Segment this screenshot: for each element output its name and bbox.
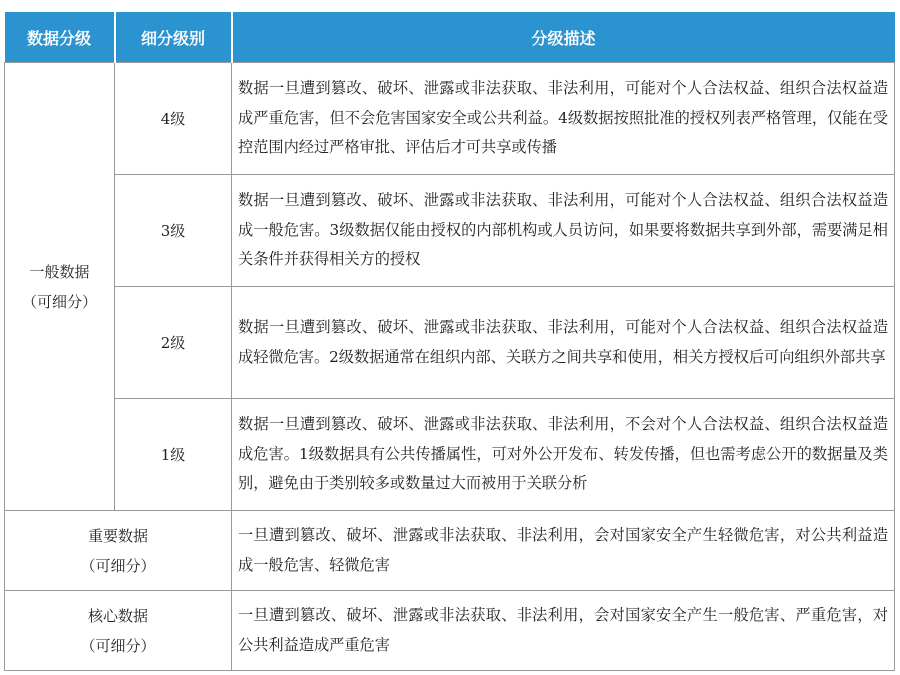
table-row [5, 175, 895, 287]
table-row [5, 511, 895, 591]
table-row [5, 63, 895, 175]
sub-level-cell: 2级 [115, 287, 232, 399]
level-description: 数据一旦遭到篡改、破坏、泄露或非法获取、非法利用，可能对个人合法权益、组织合法权益造成一般危害。3级数据仅能由授权的内部机构或人员访问，如果要将数据共享到外部，需要满足相关条件并获得相关方的授权 [232, 175, 895, 287]
group-name: 核心数据 [87, 606, 148, 625]
group-important-data [5, 511, 232, 591]
classification-table-container [4, 12, 894, 671]
sub-level-cell: 4级 [115, 63, 232, 175]
level-description: 数据一旦遭到篡改、破坏、泄露或非法获取、非法利用，可能对个人合法权益、组织合法权益造成轻微危害。2级数据通常在组织内部、关联方之间共享和使用，相关方授权后可向组织外部共享 [232, 287, 895, 399]
group-note: （可细分） [80, 556, 156, 575]
level-description: 数据一旦遭到篡改、破坏、泄露或非法获取、非法利用，可能对个人合法权益、组织合法权益造成严重危害，但不会危害国家安全或公共利益。4级数据按照批准的授权列表严格管理，仅能在受控范围内经过严格审批、评估后才可共享或传播 [232, 63, 895, 175]
table-row [5, 287, 895, 399]
sub-level-cell: 3级 [115, 175, 232, 287]
group-name: 重要数据 [87, 526, 148, 545]
level-description: 一旦遭到篡改、破坏、泄露或非法获取、非法利用，会对国家安全产生一般危害、严重危害，对公共利益造成严重危害 [232, 591, 895, 671]
group-general-data [5, 63, 115, 511]
level-description: 数据一旦遭到篡改、破坏、泄露或非法获取、非法利用，不会对个人合法权益、组织合法权益造成危害。1级数据具有公共传播属性，可对外公开发布、转发传播，但也需考虑公开的数据量及类别，避免由于类别较多或数量过大而被用于关联分析 [232, 399, 895, 511]
sub-level-cell: 1级 [115, 399, 232, 511]
header-sub-level: 细分级别 [115, 12, 232, 63]
table-row [5, 399, 895, 511]
group-note: （可细分） [21, 292, 97, 311]
header-level-description: 分级描述 [232, 12, 895, 63]
group-name: 一般数据 [29, 262, 90, 281]
group-core-data [5, 591, 232, 671]
header-data-level: 数据分级 [5, 12, 115, 63]
group-note: （可细分） [80, 636, 156, 655]
data-classification-table [4, 12, 895, 671]
table-header-row [5, 12, 895, 63]
level-description: 一旦遭到篡改、破坏、泄露或非法获取、非法利用，会对国家安全产生轻微危害，对公共利益造成一般危害、轻微危害 [232, 511, 895, 591]
table-row [5, 591, 895, 671]
